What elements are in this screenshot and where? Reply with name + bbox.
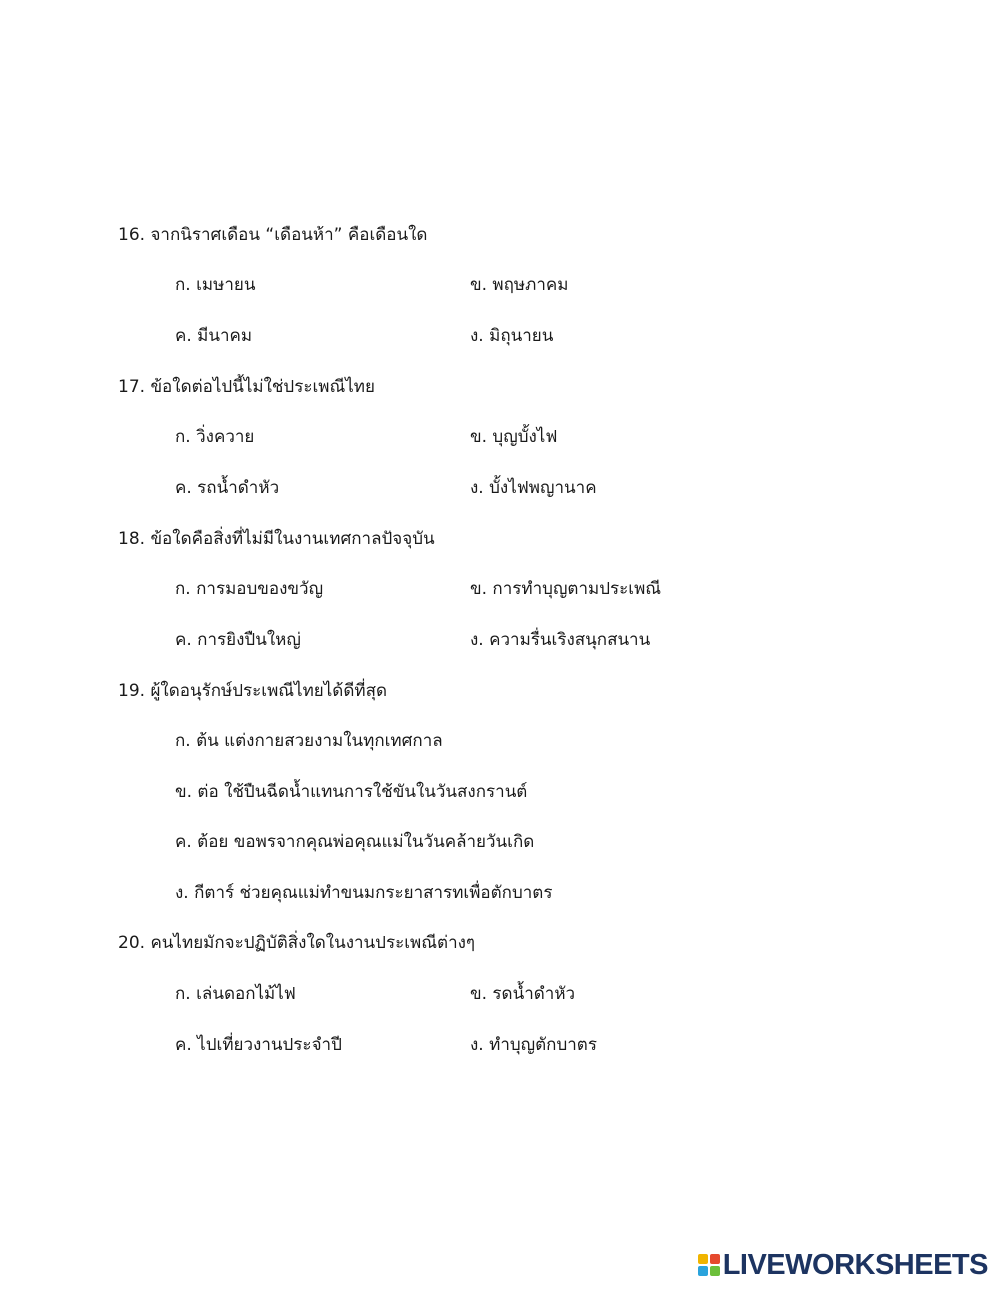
q20-option-c[interactable]: ค. ไปเที่ยวงานประจำปี — [175, 1035, 342, 1055]
q19-option-a[interactable]: ก. ต้น แต่งกายสวยงามในทุกเทศกาล — [175, 731, 443, 751]
logo-square-blue — [698, 1266, 708, 1276]
brand-name: LIVEWORKSHEETS — [722, 1249, 988, 1281]
q18-option-b[interactable]: ข. การทำบุญตามประเพณี — [470, 579, 662, 599]
q16-option-a[interactable]: ก. เมษายน — [175, 275, 256, 295]
q19-option-b[interactable]: ข. ต่อ ใช้ปืนฉีดน้ำแทนการใช้ขันในวันสงกรานต์ — [175, 782, 528, 802]
liveworksheets-brand — [698, 1250, 988, 1280]
q16-option-d[interactable]: ง. มิถุนายน — [470, 326, 554, 346]
q16-option-b[interactable]: ข. พฤษภาคม — [470, 275, 569, 295]
question-17: 17. ข้อใดต่อไปนี้ไม่ใช่ประเพณีไทย — [118, 377, 375, 397]
logo-square-yellow — [698, 1254, 708, 1264]
liveworksheets-logo-icon — [698, 1254, 720, 1276]
question-20: 20. คนไทยมักจะปฏิบัติสิ่งใดในงานประเพณีต่างๆ — [118, 933, 476, 953]
q18-option-c[interactable]: ค. การยิงปืนใหญ่ — [175, 630, 301, 650]
q20-option-a[interactable]: ก. เล่นดอกไม้ไฟ — [175, 984, 296, 1004]
q17-option-a[interactable]: ก. วิ่งควาย — [175, 427, 255, 447]
question-18: 18. ข้อใดคือสิ่งที่ไม่มีในงานเทศกาลปัจจุบัน — [118, 529, 435, 549]
question-16: 16. จากนิราศเดือน “เดือนห้า” คือเดือนใด — [118, 225, 428, 245]
logo-square-red — [710, 1254, 720, 1264]
q17-option-b[interactable]: ข. บุญบั้งไฟ — [470, 427, 558, 447]
q20-option-d[interactable]: ง. ทำบุญตักบาตร — [470, 1035, 597, 1055]
q19-option-c[interactable]: ค. ต้อย ขอพรจากคุณพ่อคุณแม่ในวันคล้ายวันเกิด — [175, 832, 535, 852]
q19-option-d[interactable]: ง. กีตาร์ ช่วยคุณแม่ทำขนมกระยาสารทเพื่อตักบาตร — [175, 883, 553, 903]
q20-option-b[interactable]: ข. รดน้ำดำหัว — [470, 984, 576, 1004]
logo-square-green — [710, 1266, 720, 1276]
q18-option-d[interactable]: ง. ความรื่นเริงสนุกสนาน — [470, 630, 651, 650]
question-19: 19. ผู้ใดอนุรักษ์ประเพณีไทยได้ดีที่สุด — [118, 681, 388, 701]
q17-option-d[interactable]: ง. บั้งไฟพญานาค — [470, 478, 597, 498]
q18-option-a[interactable]: ก. การมอบของขวัญ — [175, 579, 324, 599]
q17-option-c[interactable]: ค. รถน้ำดำหัว — [175, 478, 280, 498]
q16-option-c[interactable]: ค. มีนาคม — [175, 326, 253, 346]
